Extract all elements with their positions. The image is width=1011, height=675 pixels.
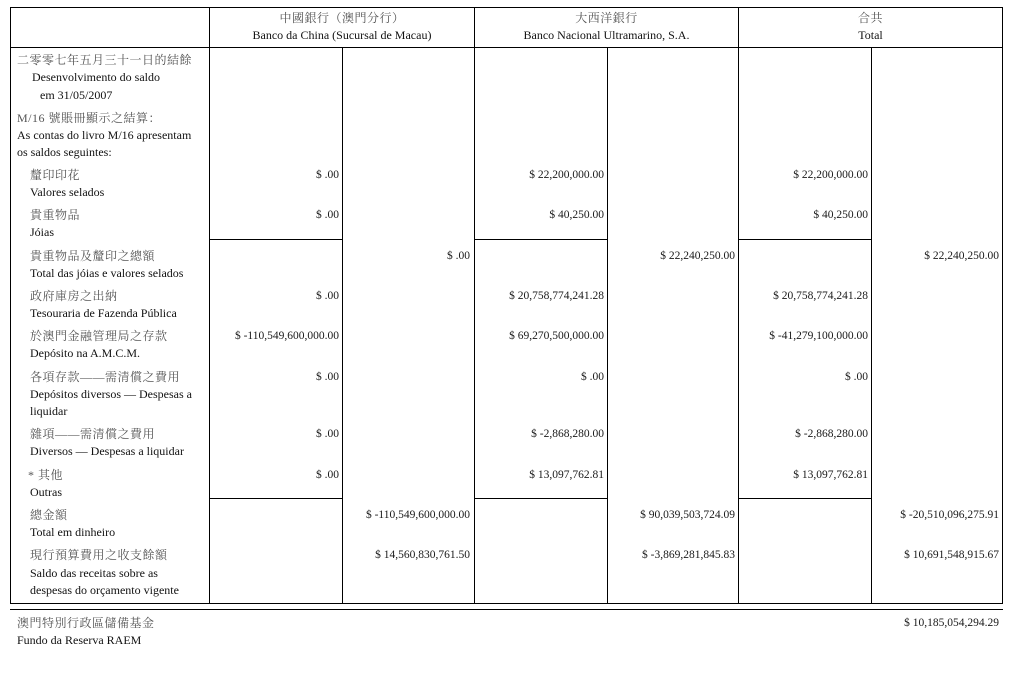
row-label-pt: Outras: [30, 485, 62, 499]
border-label-col: [209, 7, 210, 604]
cash-rule-total: [738, 498, 871, 499]
bank1-subtotal: $ -110,549,600,000.00: [365, 509, 470, 521]
border-bank1-right: [474, 7, 475, 604]
bank1-value: $ .00: [316, 209, 339, 221]
total-subtotal: $ -20,510,096,275.91: [900, 509, 999, 521]
row-label-pt: Jóias: [30, 225, 54, 239]
total-value: $ 13,097,762.81: [793, 469, 868, 481]
bank1-value: $ .00: [316, 428, 339, 440]
bank2-value: $ 40,250.00: [549, 209, 604, 221]
bank2-value: $ 20,758,774,241.28: [509, 290, 604, 302]
bank2-value: $ 13,097,762.81: [529, 469, 604, 481]
bank2-value: $ 22,200,000.00: [529, 169, 604, 181]
bank1-value: $ -110,549,600,000.00: [234, 330, 339, 342]
m16-label-pt1: As contas do livro M/16 apresentam: [17, 128, 192, 142]
total-header-pt: Total: [858, 28, 883, 42]
row-label-zh: 各項存款——需清償之費用: [30, 370, 181, 384]
bank1-value: $ .00: [316, 169, 339, 181]
row-label-pt2: liquidar: [30, 404, 68, 418]
row-label-zh: 政府庫房之出納: [30, 289, 118, 303]
m16-label-pt2: os saldos seguintes:: [17, 145, 112, 159]
bank1-value: $ .00: [316, 371, 339, 383]
row-label-pt: Depósito na A.M.C.M.: [30, 346, 141, 360]
date-label-zh: 二零零七年五月三十一日的結餘: [17, 53, 193, 67]
bank1-subtotal: $ .00: [447, 250, 470, 262]
total-subtotal: $ 22,240,250.00: [924, 250, 999, 262]
table-bottom-border: [10, 603, 1003, 604]
total-value: $ 40,250.00: [813, 209, 868, 221]
bank2-subtotal: $ 90,039,503,724.09: [640, 509, 735, 521]
border-bank2-right: [738, 7, 739, 604]
row-label-pt: Valores selados: [30, 185, 105, 199]
bank1-header-pt: Banco da China (Sucursal de Macau): [252, 28, 432, 42]
row-label-pt: Tesouraria de Fazenda Pública: [30, 306, 177, 320]
border-right: [1002, 7, 1003, 604]
total-header-zh: 合共: [857, 11, 883, 25]
bank1-subtotal: $ 14,560,830,761.50: [375, 549, 470, 561]
total-value: $ -2,868,280.00: [795, 428, 868, 440]
row-label-zh: * 其他: [28, 468, 64, 482]
bank2-header-pt: Banco Nacional Ultramarino, S.A.: [523, 28, 690, 42]
bank1-value: $ .00: [316, 469, 339, 481]
row-label-pt1: Saldo das receitas sobre as: [30, 566, 158, 580]
row-label-zh: 貴重物品及釐印之總額: [30, 249, 156, 263]
total-value: $ 20,758,774,241.28: [773, 290, 868, 302]
reserve-fund-value: $ 10,185,054,294.29: [904, 617, 999, 629]
bank2-subtotal: $ -3,869,281,845.83: [642, 549, 735, 561]
total-subtotal: $ 10,691,548,915.67: [904, 549, 999, 561]
bank2-value: $ 69,270,500,000.00: [509, 330, 604, 342]
bank1-header-zh: 中國銀行（澳門分行）: [279, 11, 405, 25]
footer-label-zh: 澳門特別行政區儲備基金: [17, 616, 155, 630]
cash-rule-bank1: [209, 498, 342, 499]
bank2-value: $ .00: [581, 371, 604, 383]
row-label-pt: Total das jóias e valores selados: [30, 266, 184, 280]
row-label-pt: Total em dinheiro: [30, 525, 116, 539]
subtotal-rule-bank1: [209, 239, 342, 240]
bank2-subtotal: $ 22,240,250.00: [660, 250, 735, 262]
row-label-zh: 現行預算費用之收支餘額: [30, 548, 168, 562]
row-label-zh: 釐印印花: [30, 168, 81, 182]
row-label-pt2: despesas do orçamento vigente: [30, 583, 179, 597]
row-label-zh: 總金額: [30, 508, 68, 522]
footer-rule: [10, 609, 1003, 610]
date-label-pt1: Desenvolvimento do saldo: [32, 70, 160, 84]
row-label-zh: 雜項——需清償之費用: [30, 427, 156, 441]
header-bottom-border: [10, 47, 1003, 48]
m16-label-zh: M/16 號賬冊顯示之結算：: [17, 111, 162, 125]
total-value: $ -41,279,100,000.00: [769, 330, 868, 342]
total-value: $ .00: [845, 371, 868, 383]
row-label-zh: 於澳門金融管理局之存款: [30, 329, 168, 343]
total-value: $ 22,200,000.00: [793, 169, 868, 181]
subtotal-rule-total: [738, 239, 871, 240]
bank2-header-zh: 大西洋銀行: [575, 11, 638, 25]
table-top-border: [10, 7, 1003, 8]
bank1-value: $ .00: [316, 290, 339, 302]
date-label-pt2: em 31/05/2007: [40, 88, 113, 102]
border-left: [10, 7, 11, 604]
subtotal-rule-bank2: [474, 239, 607, 240]
cash-rule-bank2: [474, 498, 607, 499]
bank2-value: $ -2,868,280.00: [531, 428, 604, 440]
row-label-pt: Diversos — Despesas a liquidar: [30, 444, 184, 458]
row-label-pt1: Depósitos diversos — Despesas a: [30, 387, 192, 401]
footer-label-pt: Fundo da Reserva RAEM: [17, 633, 142, 647]
row-label-zh: 貴重物品: [30, 208, 81, 222]
